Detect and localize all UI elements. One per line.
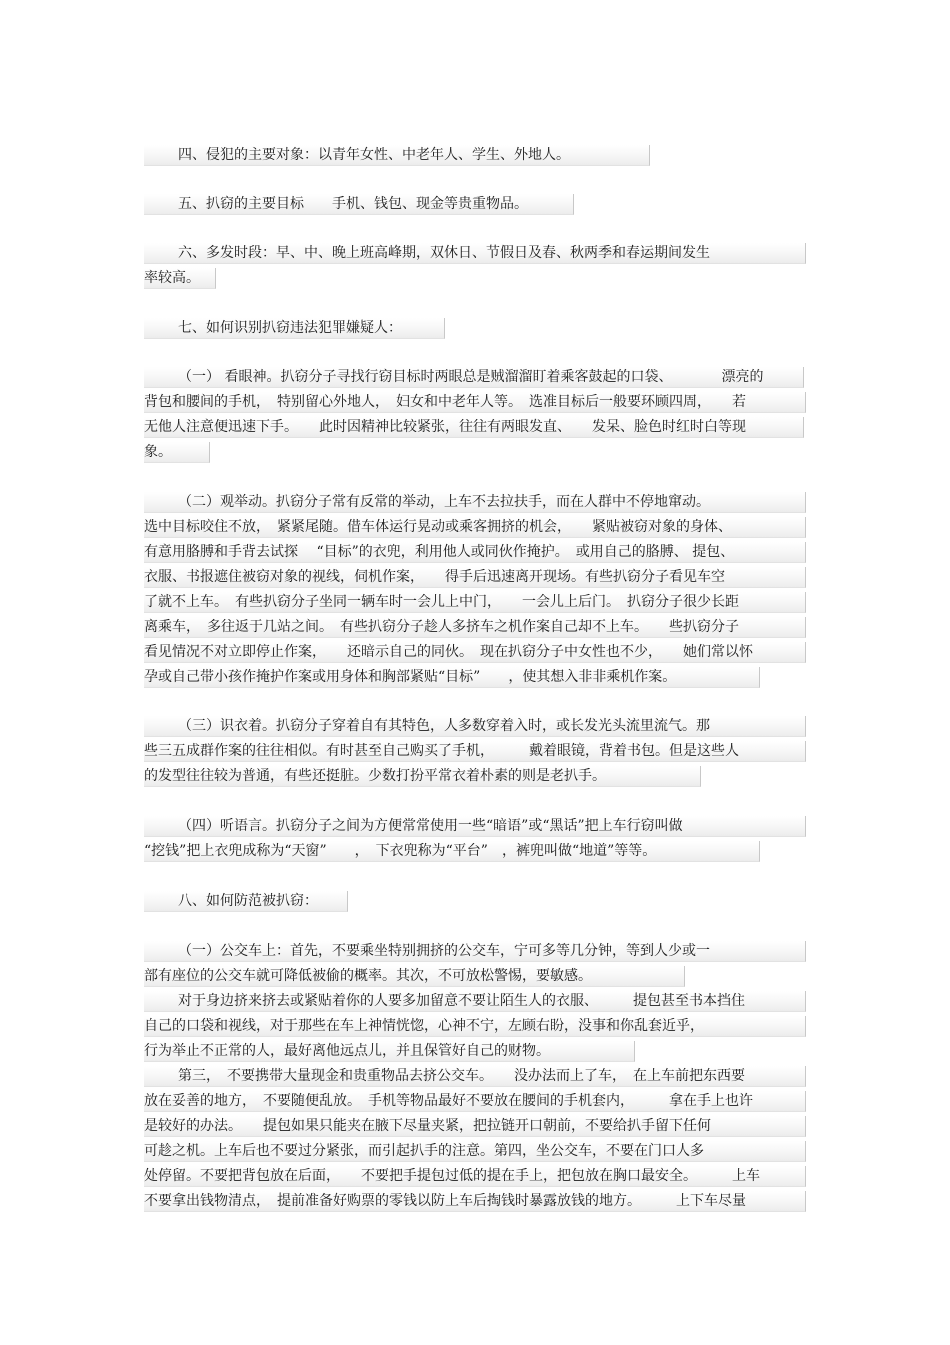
text-line: 无他人注意便迅速下手。 此时因精神比较紧张，往往有两眼发直、 发呆、脸色时红时白等现	[144, 417, 804, 438]
text-line: 行为举止不正常的人，最好离他远点儿，并且保管好自己的财物。	[144, 1041, 635, 1062]
text-line: 六、多发时段：早、中、晚上班高峰期，双休日、节假日及春、秋两季和春运期间发生	[144, 243, 806, 264]
text-line: （一）公交车上：首先，不要乘坐特别拥挤的公交车，宁可多等几分钟，等到人少或一	[144, 941, 806, 962]
text-line: 有意用胳膊和手背去试探 “目标”的衣兜，利用他人或同伙作掩护。 或用自己的胳膊、 提包、	[144, 542, 806, 563]
text-line: 离乘车， 多往返于几站之间。 有些扒窃分子趁人多挤车之机作案自己却不上车。 些扒窃分子	[144, 617, 806, 638]
text-line: 部有座位的公交车就可降低被偷的概率。其次，不可放松警惕，要敏感。	[144, 966, 685, 987]
text-line: 孕或自己带小孩作掩护作案或用身体和胸部紧贴“目标” ，使其想入非非乘机作案。	[144, 667, 760, 688]
text-line: 放在妥善的地方， 不要随便乱放。 手机等物品最好不要放在腰间的手机套内， 拿在手上也许	[144, 1091, 806, 1112]
text-line: 些三五成群作案的往往相似。有时甚至自己购买了手机， 戴着眼镜，背着书包。但是这些人	[144, 741, 806, 762]
text-line: 率较高。	[144, 268, 216, 289]
text-line: 的发型往往较为普通，有些还挺脏。少数打扮平常衣着朴素的则是老扒手。	[144, 766, 701, 787]
text-line: 是较好的办法。 提包如果只能夹在腋下尽量夹紧，把拉链开口朝前，不要给扒手留下任何	[144, 1116, 806, 1137]
text-line: （二）观举动。扒窃分子常有反常的举动，上车不去拉扶手，而在人群中不停地窜动。	[144, 492, 806, 513]
text-line: 第三， 不要携带大量现金和贵重物品去挤公交车。 没办法而上了车， 在上车前把东西要	[144, 1066, 806, 1087]
text-line: 背包和腰间的手机， 特别留心外地人， 妇女和中老年人等。 选准目标后一般要环顾四周， 若	[144, 392, 806, 413]
text-line: （四）听语言。扒窃分子之间为方便常常使用一些“暗语”或“黑话”把上车行窃叫做	[144, 816, 806, 837]
text-line: 了就不上车。 有些扒窃分子坐同一辆车时一会儿上中门， 一会儿上后门。 扒窃分子很少长距	[144, 592, 806, 613]
text-line: 五、扒窃的主要目标 手机、钱包、现金等贵重物品。	[144, 194, 574, 215]
text-line: 选中目标咬住不放， 紧紧尾随。借车体运行晃动或乘客拥挤的机会， 紧贴被窃对象的身体、	[144, 517, 806, 538]
text-line: 七、如何识别扒窃违法犯罪嫌疑人：	[144, 318, 445, 339]
text-line: 八、如何防范被扒窃：	[144, 891, 348, 912]
text-line: 衣服、书报遮住被窃对象的视线，伺机作案， 得手后迅速离开现场。有些扒窃分子看见车空	[144, 567, 806, 588]
text-line: 不要拿出钱物清点， 提前准备好购票的零钱以防上车后掏钱时暴露放钱的地方。 上下车尽量	[144, 1191, 806, 1212]
text-line: 处停留。不要把背包放在后面， 不要把手提包过低的提在手上，把包放在胸口最安全。 上车	[144, 1166, 806, 1187]
text-line: （三）识衣着。扒窃分子穿着自有其特色，人多数穿着入时，或长发光头流里流气。那	[144, 716, 806, 737]
text-line: 对于身边挤来挤去或紧贴着你的人要多加留意不要让陌生人的衣服、 提包甚至书本挡住	[144, 991, 806, 1012]
text-line: 四、侵犯的主要对象：以青年女性、中老年人、学生、外地人。	[144, 145, 650, 166]
text-line: 象。	[144, 442, 210, 463]
text-line: 自己的口袋和视线，对于那些在车上神情恍惚，心神不宁，左顾右盼，没事和你乱套近乎，	[144, 1016, 806, 1037]
text-line: “挖钱”把上衣兜成称为“天窗” ， 下衣兜称为“平台” ，裤兜叫做“地道”等等。	[144, 841, 760, 862]
text-line: 看见情况不对立即停止作案， 还暗示自己的同伙。 现在扒窃分子中女性也不少， 她们常以怀	[144, 642, 806, 663]
text-line: （一） 看眼神。扒窃分子寻找行窃目标时两眼总是贼溜溜盯着乘客鼓起的口袋、 漂亮的	[144, 367, 804, 388]
text-line: 可趁之机。上车后也不要过分紧张，而引起扒手的注意。第四，坐公交车，不要在门口人多	[144, 1141, 806, 1162]
